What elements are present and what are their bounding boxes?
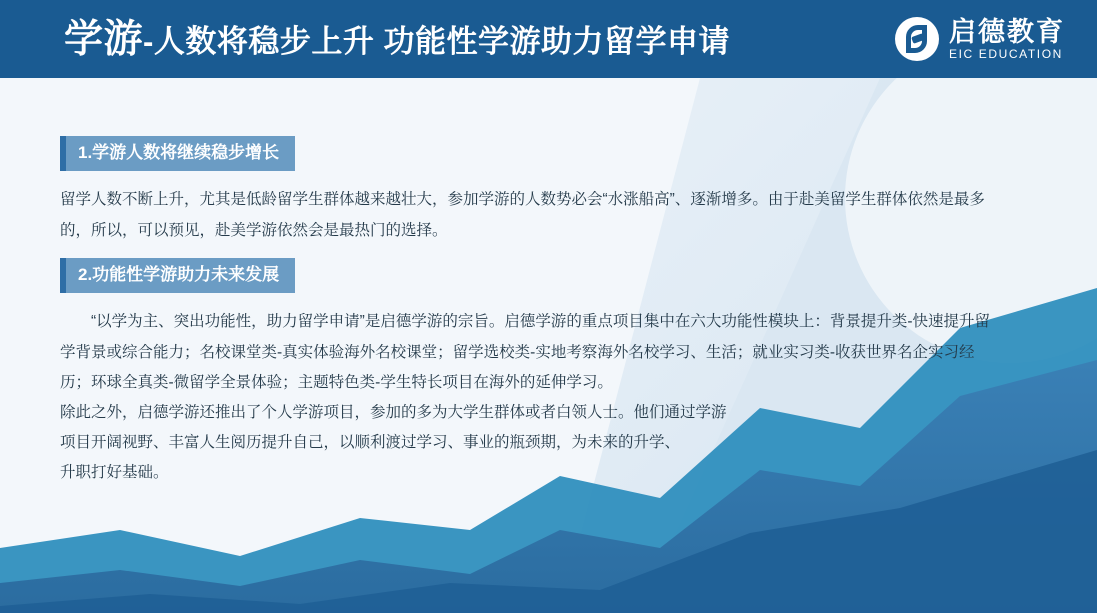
brand-logo xyxy=(895,17,1079,61)
logo-icon xyxy=(895,17,939,61)
section-1-body xyxy=(60,185,990,245)
slide-header xyxy=(0,0,1097,78)
section-1 xyxy=(60,136,990,246)
section-2-paragraph-2: 除此之外，启德学游还推出了个人学游项目，参加的多为大学生群体或者白领人士。他们通过学游 xyxy=(60,404,727,422)
section-2-paragraph-1: “以学为主、突出功能性，助力留学申请”是启德学游的宗旨。启德学游的重点项目集中在六大功能性模块上：背景提升类-快速提升留学背景或综合能力；名校课堂类-真实体验海外名校课堂；留学选校类-实地考察海外名校学习、生活；就业实习类-收获世界名企实习经历；环球全真类-微留学全景体验；主题特色类-学生特长项目在海外的延伸学习。 xyxy=(60,313,990,391)
section-2-paragraph-3: 项目开阔视野、丰富人生阅历提升自己，以顺利渡过学习、事业的瓶颈期，为未来的升学、 xyxy=(60,434,681,452)
section-2-heading: 2.功能性学游助力未来发展 xyxy=(60,258,295,293)
page-title-rest: -人数将稳步上升 功能性学游助力留学申请 xyxy=(143,23,730,59)
slide-content xyxy=(0,78,1097,613)
section-1-paragraph-1: 留学人数不断上升，尤其是低龄留学生群体越来越壮大，参加学游的人数势必会“水涨船高”、逐渐增多。由于赴美留学生群体依然是最多的，所以，可以预见，赴美学游依然会是最热门的选择。 xyxy=(60,191,985,239)
logo-name-en: EIC EDUCATION xyxy=(949,46,1063,61)
logo-text xyxy=(949,18,1065,61)
section-2-body xyxy=(60,307,990,488)
page-title xyxy=(64,17,730,61)
section-1-heading: 1.学游人数将继续稳步增长 xyxy=(60,136,295,171)
logo-name-cn: 启德教育 xyxy=(949,16,1065,47)
section-2 xyxy=(60,258,990,489)
page-title-emphasis: 学游 xyxy=(64,17,144,61)
section-2-paragraph-4: 升职打好基础。 xyxy=(60,464,169,482)
